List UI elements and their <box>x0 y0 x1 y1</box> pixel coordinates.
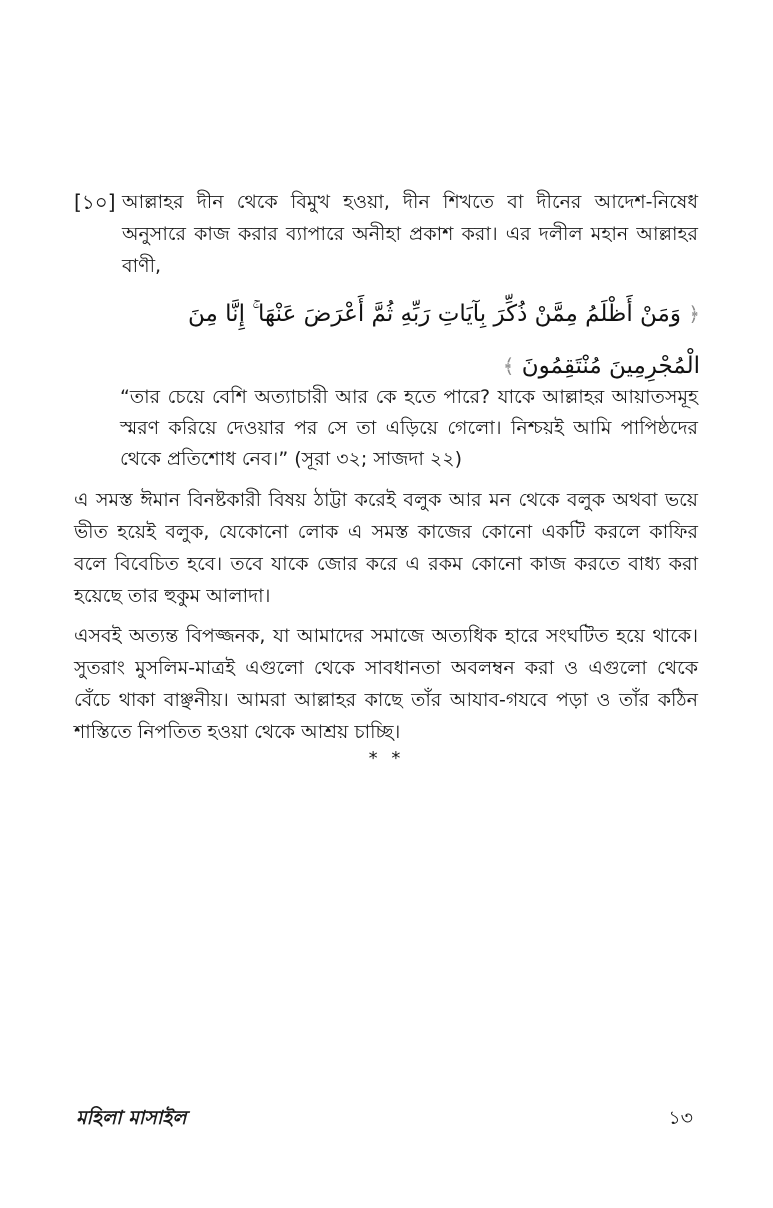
verse-arabic-text: وَمَنْ أَظْلَمُ مِمَّنْ ذُكِّرَ بِآيَاتِ رَبِّهِ ثُمَّ أَعْرَضَ عَنْهَا ۚ إِنَّا مِنَ الْمُجْرِمِينَ مُنْتَقِمُونَ <box>188 301 700 379</box>
body-paragraph: এ সমস্ত ঈমান বিনষ্টকারী বিষয় ঠাট্টা করেই বলুক আর মন থেকে বলুক অথবা ভয়ে ভীত হয়েই বলুক, যেকোনো লোক এ সমস্ত কাজের কোনো একটি করলে কাফির বলে বিবেচিত হবে। তবে যাকে জোর করে এ রকম কোনো কাজ করতে বাধ্য করা হয়েছে তার হুকুম আলাদা। <box>74 489 698 607</box>
section-separator: * * <box>368 748 405 769</box>
verse-ornament-open: ﴿ <box>688 302 700 326</box>
point-number: [১০] <box>74 190 116 214</box>
numbered-point <box>74 186 698 282</box>
point-text: আল্লাহর দীন থেকে বিমুখ হওয়া, দীন শিখতে বা দীনের আদেশ-নিষেধ অনুসারে কাজ করার ব্যাপারে অনীহা প্রকাশ করা। এর দলীল মহান আল্লাহর বাণী, <box>122 191 698 277</box>
quran-verse-arabic <box>120 288 700 392</box>
footer-book-title: মহিলা মাসাইল <box>76 1107 187 1129</box>
verse-translation: “তার চেয়ে বেশি অত্যাচারী আর কে হতে পারে? যাকে আল্লাহর আয়াতসমূহ স্মরণ করিয়ে দেওয়ার পর সে তা এড়িয়ে গেলো। নিশ্চয়ই আমি পাপিষ্ঠদের থেকে প্রতিশোধ নেব।” (সূরা ৩২; সাজদা ২২) <box>120 386 698 470</box>
footer-page-number: ১৩ <box>668 1107 693 1129</box>
verse-ornament-close: ﴾ <box>502 354 515 378</box>
body-paragraph: এসবই অত্যন্ত বিপজ্জনক, যা আমাদের সমাজে অত্যধিক হারে সংঘটিত হয়ে থাকে। সুতরাং মুসলিম-মাত্রই এগুলো থেকে সাবধানতা অবলম্বন করা ও এগুলো থেকে বেঁচে থাকা বাঞ্ছনীয়। আমরা আল্লাহর কাছে তাঁর আযাব-গযবে পড়া ও তাঁর কঠিন শাস্তিতে নিপতিত হওয়া থেকে আশ্রয় চাচ্ছি। <box>74 625 698 743</box>
